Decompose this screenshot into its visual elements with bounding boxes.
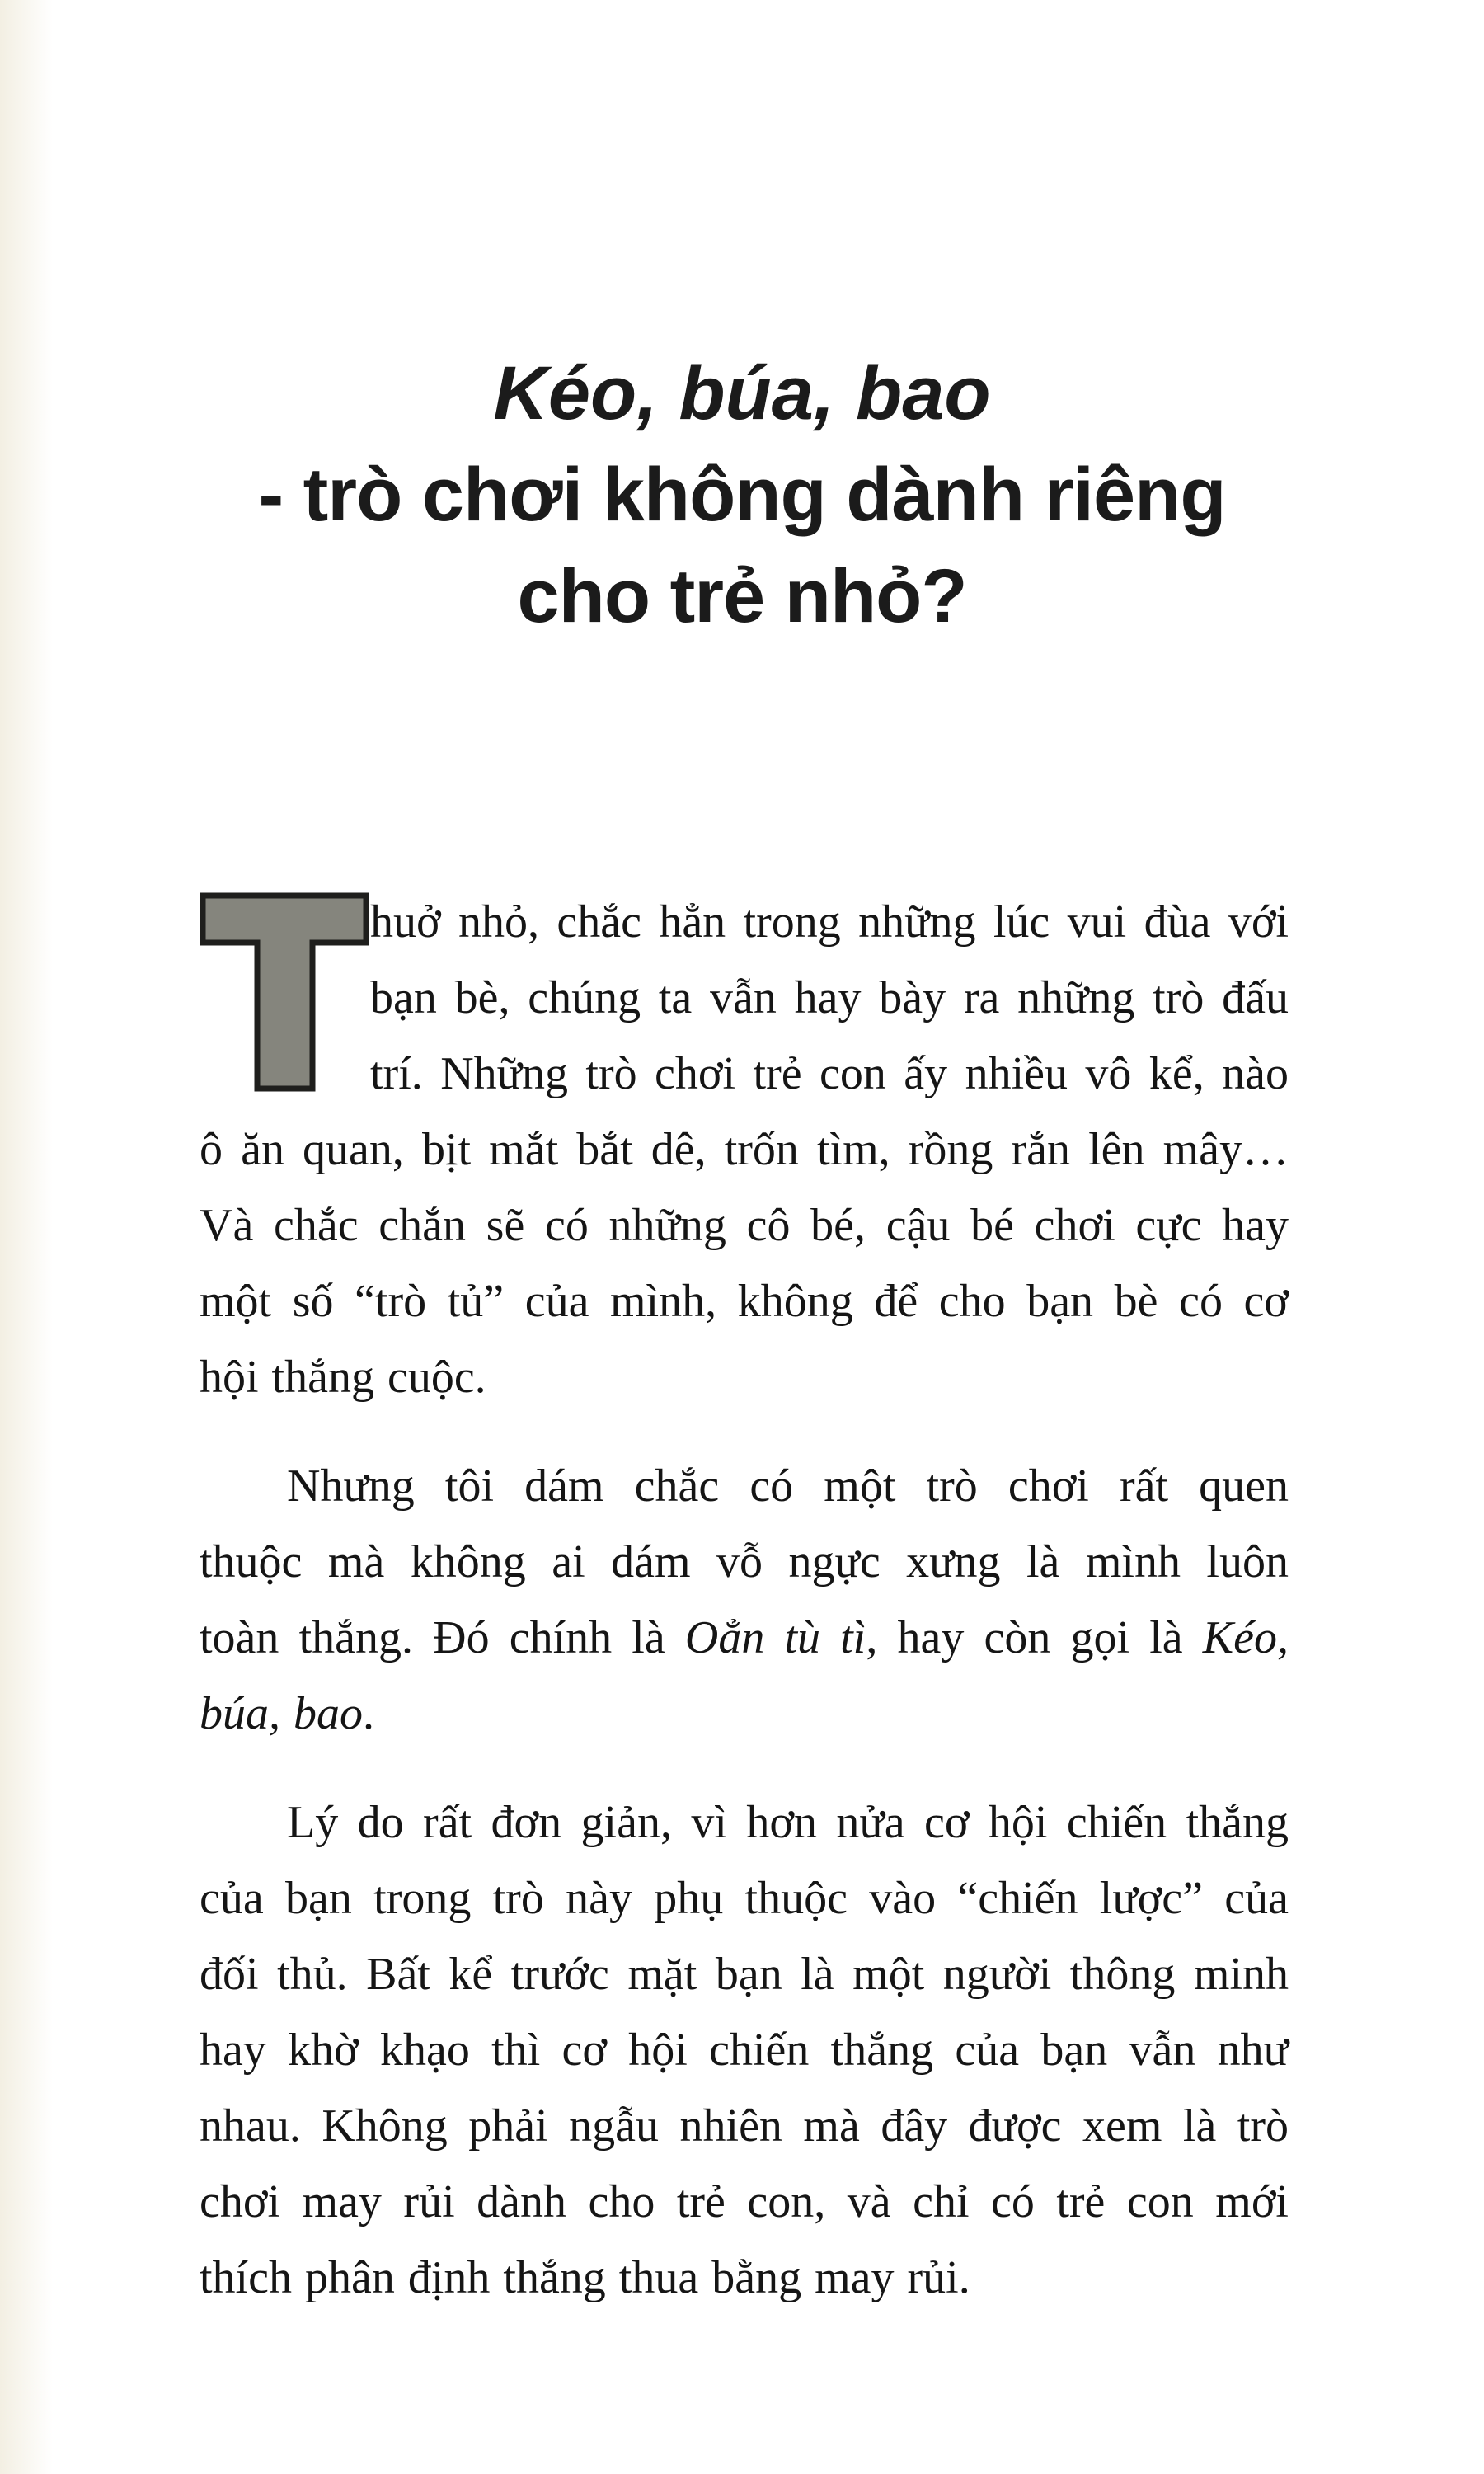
body-line bbox=[200, 1339, 1289, 1415]
body-line bbox=[200, 1785, 1289, 1860]
body-line bbox=[200, 2012, 1289, 2088]
body-text-segment: một số “trò tủ” của mình, không để cho bạn bè có cơ bbox=[200, 1276, 1289, 1327]
chapter-title bbox=[0, 343, 1484, 647]
body-text-italic-segment: Oẳn tù tì bbox=[684, 1612, 866, 1663]
paragraph-2 bbox=[200, 1448, 1289, 1752]
body-text-segment: Lý do rất đơn giản, vì hơn nửa cơ hội chiến thắng bbox=[287, 1797, 1289, 1848]
body-line bbox=[200, 2088, 1289, 2164]
body-text-italic-segment: búa, bao bbox=[200, 1688, 363, 1739]
body-line bbox=[200, 1188, 1289, 1263]
body-line bbox=[200, 2164, 1289, 2240]
body-text-segment: , hay còn gọi là bbox=[866, 1612, 1203, 1663]
body-line bbox=[200, 1448, 1289, 1524]
drop-cap-letter bbox=[200, 892, 369, 1115]
body-text-segment: ô ăn quan, bịt mắt bắt dê, trốn tìm, rồng rắn lên mây… bbox=[200, 1124, 1289, 1175]
body-text-segment: bạn bè, chúng ta vẫn hay bày ra những trò đấu bbox=[370, 972, 1289, 1023]
body-line bbox=[200, 1600, 1289, 1676]
body-line bbox=[200, 1860, 1289, 1936]
body-text-segment: thuộc mà không ai dám vỗ ngực xưng là mình luôn bbox=[200, 1536, 1289, 1587]
body-line bbox=[200, 1112, 1289, 1188]
body-text-segment: huở nhỏ, chắc hẳn trong những lúc vui đùa với bbox=[370, 896, 1289, 948]
body-line bbox=[200, 1524, 1289, 1600]
body-text-segment: thích phân định thắng thua bằng may rủi. bbox=[200, 2252, 970, 2303]
body-line bbox=[200, 1263, 1289, 1339]
body-text-segment: chơi may rủi dành cho trẻ con, và chỉ có trẻ con mới bbox=[200, 2176, 1289, 2227]
body-text-italic-segment: Kéo, bbox=[1202, 1612, 1289, 1663]
body-text-segment: nhau. Không phải ngẫu nhiên mà đây được xem là trò bbox=[200, 2100, 1289, 2152]
body-line bbox=[200, 2240, 1289, 2316]
drop-cap-T-shape bbox=[200, 892, 369, 1092]
chapter-title-line-1: Kéo, búa, bao bbox=[493, 351, 991, 435]
body-text-segment: hội thắng cuộc. bbox=[200, 1352, 486, 1403]
body-text-segment: Nhưng tôi dám chắc có một trò chơi rất quen bbox=[287, 1460, 1289, 1512]
chapter-title-line-2: - trò chơi không dành riêng bbox=[258, 453, 1226, 537]
body-text-segment: toàn thắng. Đó chính là bbox=[200, 1612, 685, 1663]
body-line bbox=[200, 1936, 1289, 2012]
body-text-segment: . bbox=[363, 1688, 374, 1739]
body-text-segment: của bạn trong trò này phụ thuộc vào “chiến lược” của bbox=[200, 1873, 1289, 1924]
body-text bbox=[200, 884, 1289, 2349]
body-text-segment: hay khờ khạo thì cơ hội chiến thắng của bạn vẫn như bbox=[200, 2025, 1289, 2076]
chapter-title-line-3: cho trẻ nhỏ? bbox=[517, 554, 967, 638]
body-text-segment: đối thủ. Bất kể trước mặt bạn là một người thông minh bbox=[200, 1949, 1289, 2000]
body-line bbox=[200, 1676, 1289, 1752]
paragraph-3 bbox=[200, 1785, 1289, 2316]
body-text-segment: Và chắc chắn sẽ có những cô bé, cậu bé chơi cực hay bbox=[200, 1200, 1289, 1251]
body-text-segment: trí. Những trò chơi trẻ con ấy nhiều vô kể, nào bbox=[370, 1048, 1289, 1099]
